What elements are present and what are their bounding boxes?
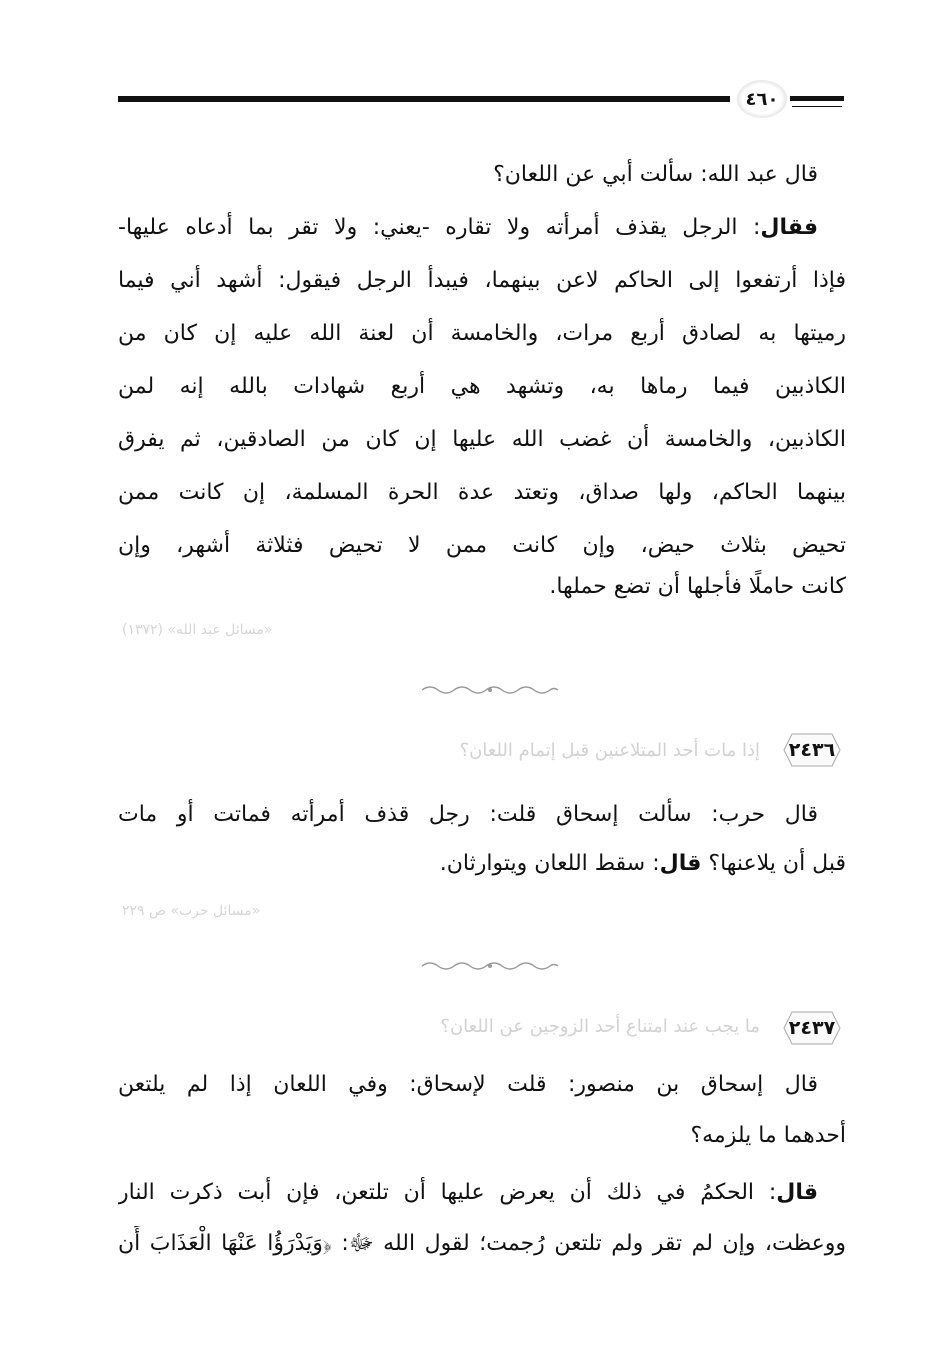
- section-number: ٢٤٣٧: [788, 1017, 836, 1039]
- paragraph-line: بينهما الحاكم، ولها صداق، وتعتد عدة الحرة المسلمة، إن كانت ممن: [118, 480, 846, 505]
- separator-ornament: [420, 960, 560, 972]
- reference-citation: «مسائل عبد الله» (١٣٧٢): [122, 622, 273, 638]
- header-rule-left: [118, 96, 730, 102]
- separator-ornament: [420, 684, 560, 696]
- speaker-label: فقال: [760, 215, 818, 240]
- paragraph-line: رميتها به لصادق أربع مرات، والخامسة أن لعنة الله عليه إن كان من: [118, 321, 846, 346]
- paragraph-line: [118, 1175, 846, 1211]
- paragraph-text: : الحكمُ في ذلك أن يعرض عليها أن تلتعن، فإن أبت ذكرت النار: [118, 1180, 777, 1205]
- paragraph-text: : سقط اللعان ويتوارثان.: [439, 851, 660, 876]
- section-number-badge: [778, 1008, 846, 1048]
- paragraph-line: قال إسحاق بن منصور: قلت لإسحاق: وفي اللعان إذا لم يلتعن: [118, 1072, 818, 1097]
- speaker-label: قال: [659, 851, 702, 876]
- paragraph-line: كانت حاملًا فأجلها أن تضع حملها.: [549, 574, 846, 599]
- paragraph-line: أحدهما ما يلزمه؟: [690, 1123, 846, 1148]
- paragraph-line: قال حرب: سألت إسحاق قلت: رجل قذف أمرأته فماتت أو مات: [118, 802, 818, 827]
- header-rule-right: [790, 96, 844, 101]
- paragraph-line: الكاذبين فيما رماها به، وتشهد هي أربع شهادات بالله إنه لمن: [118, 374, 846, 399]
- paragraph-line: فإذا أرتفعوا إلى الحاكم لاعن بينهما، فيبدأ الرجل فيقول: أشهد أني فيما: [118, 268, 846, 293]
- page-number-ornament: [737, 80, 787, 118]
- paragraph-line: ووعظت، وإن لم تقر ولم تلتعن رُجمت؛ لقول الله ﷻ: ﴿وَيَدْرَؤُا عَنْهَا الْعَذَابَ أَن: [118, 1231, 846, 1256]
- section-number-badge: [778, 730, 846, 770]
- paragraph-line: تحيض بثلاث حيض، وإن كانت ممن لا تحيض فثلاثة أشهر، وإن: [118, 533, 846, 558]
- paragraph-line: [118, 210, 846, 246]
- section-heading: إذا مات أحد المتلاعنين قبل إتمام اللعان؟: [459, 740, 760, 761]
- speaker-label: قال: [776, 1180, 818, 1205]
- paragraph-line: [118, 846, 846, 882]
- paragraph-text: قبل أن يلاعنها؟: [708, 851, 846, 876]
- reference-citation: «مسائل حرب» ص ٢٢٩: [122, 903, 261, 919]
- paragraph-text: : الرجل يقذف أمرأته ولا تقاره -يعني: ولا تقر بما أدعاه عليها-: [118, 215, 761, 240]
- paragraph-line: قال عبد الله: سألت أبي عن اللعان؟: [493, 162, 818, 187]
- page-number: ٤٦٠: [745, 88, 779, 110]
- section-number: ٢٤٣٦: [788, 739, 836, 761]
- paragraph-line: الكاذبين، والخامسة أن غضب الله عليها إن كان من الصادقين، ثم يفرق: [118, 427, 846, 452]
- section-heading: ما يجب عند امتناع أحد الزوجين عن اللعان؟: [440, 1016, 760, 1037]
